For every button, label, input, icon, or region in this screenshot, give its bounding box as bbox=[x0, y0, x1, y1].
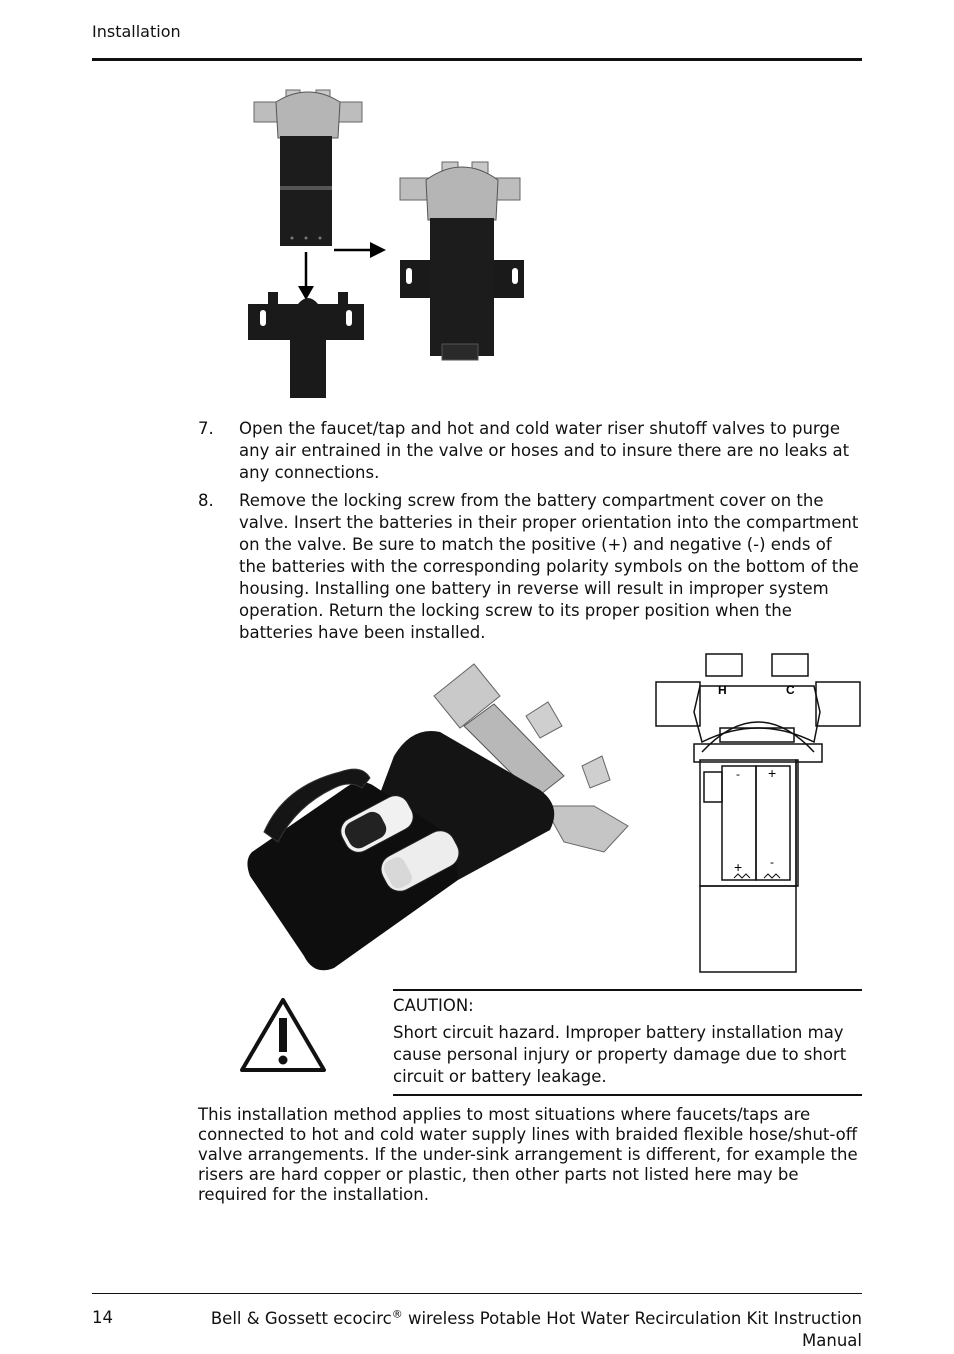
arrow-right-icon bbox=[334, 242, 386, 258]
footer-document-title bbox=[202, 1308, 862, 1352]
step-item bbox=[198, 490, 862, 644]
step-text: Open the faucet/tap and hot and cold water riser shutoff valves to purge any air entrained in the valve or hoses and to insure there are no leaks at any connections. bbox=[239, 419, 850, 482]
valve-top-left bbox=[254, 90, 362, 246]
cold-label: C bbox=[786, 683, 795, 697]
step-number: 7. bbox=[198, 419, 214, 438]
minus-mark-bottom: - bbox=[770, 855, 774, 869]
battery-photo-figure bbox=[244, 656, 636, 972]
valve-assembled bbox=[400, 162, 524, 360]
step-text: Remove the locking screw from the battery compartment cover on the valve. Insert the batteries in their proper orientation into the compartment on the valve. Be sure to match the positive (+) and negative (-) ends of the batteries with the corresponding polarity symbols on the bottom of the housing. Installing one battery in reverse will result in improper system operation. Return the locking screw to its proper position when the batteries have been installed. bbox=[239, 491, 859, 642]
step-number: 8. bbox=[198, 491, 214, 510]
warning-triangle-icon bbox=[238, 996, 328, 1074]
running-header: Installation bbox=[92, 22, 181, 41]
body-paragraph: This installation method applies to most situations where faucets/taps are connected to hot and cold water supply lines with braided flexible hose/shut-off valve arrangements. If the under-sink arrangement is different, for example the risers are hard copper or plastic, then other parts not listed here may be required for the installation. bbox=[198, 1105, 858, 1204]
header-rule bbox=[92, 58, 862, 61]
minus-mark-top: - bbox=[736, 767, 740, 781]
caution-top-rule bbox=[393, 989, 862, 991]
step-item bbox=[198, 418, 862, 484]
step-list bbox=[198, 418, 862, 650]
footer-title-pre: Bell & Gossett ecocirc bbox=[210, 1309, 392, 1328]
arrow-down-icon bbox=[298, 252, 314, 300]
caution-bottom-rule bbox=[393, 1094, 862, 1096]
plus-mark-bottom: + bbox=[734, 859, 743, 875]
footer-rule bbox=[92, 1293, 862, 1294]
caution-text: Short circuit hazard. Improper battery installation may cause personal injury or property damage due to short circuit or battery leakage. bbox=[393, 1023, 847, 1086]
caution-title: CAUTION: bbox=[393, 996, 474, 1015]
plus-mark-top: + bbox=[768, 765, 777, 781]
page-number: 14 bbox=[92, 1308, 113, 1327]
battery-diagram-figure bbox=[654, 652, 862, 974]
hot-label: H bbox=[718, 683, 727, 697]
mount-sequence-figure bbox=[240, 82, 540, 404]
bracket-part bbox=[248, 292, 364, 398]
registered-mark: ® bbox=[391, 1307, 403, 1321]
footer-title-post: wireless Potable Hot Water Recirculation Kit Instruction Manual bbox=[402, 1309, 862, 1350]
